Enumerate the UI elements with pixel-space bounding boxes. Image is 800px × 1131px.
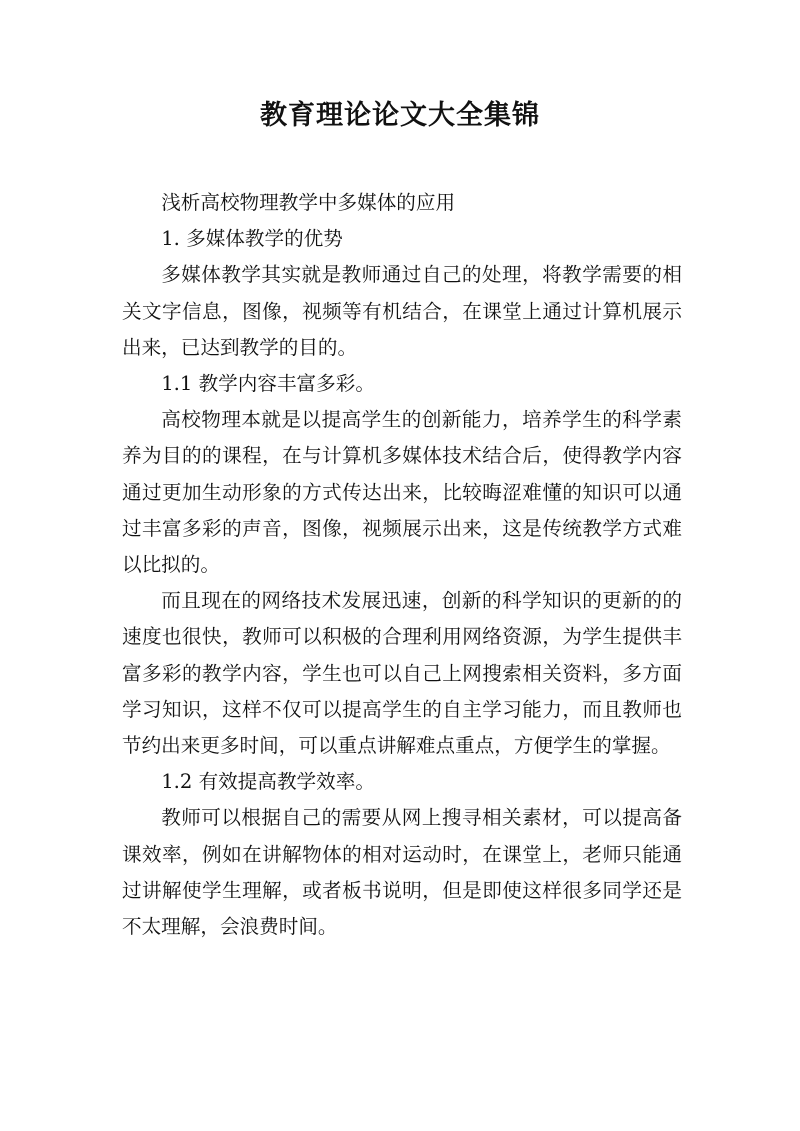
- article-title-paragraph: 浅析高校物理教学中多媒体的应用: [161, 191, 456, 214]
- body-paragraph: 教师可以根据自己的需要从网上搜寻相关素材，可以提高备课效率，例如在讲解物体的相对运动时，在课堂上，老师只能通过讲解使学生理解，或者板书说明，但是即使这样很多同学还是不太理解，会浪费时间。: [122, 806, 682, 939]
- body-paragraph: 多媒体教学其实就是教师通过自己的处理，将教学需要的相关文字信息，图像，视频等有机结合，在课堂上通过计算机展示出来，已达到教学的目的。: [122, 263, 682, 359]
- document-title: 教育理论论文大全集锦: [260, 100, 540, 131]
- body-paragraph: 而且现在的网络技术发展迅速，创新的科学知识的更新的的速度也很快，教师可以积极的合理利用网络资源，为学生提供丰富多彩的教学内容，学生也可以自己上网搜索相关资料，多方面学习知识，这样不仅可以提高学生的自主学习能力，而且教师也节约出来更多时间，可以重点讲解难点重点，方便学生的掌握。: [122, 589, 682, 758]
- body-paragraph: 高校物理本就是以提高学生的创新能力，培养学生的科学素养为目的的课程，在与计算机多媒体技术结合后，使得教学内容通过更加生动形象的方式传达出来，比较晦涩难懂的知识可以通过丰富多彩的声音，图像，视频展示出来，这是传统教学方式难以比拟的。: [122, 408, 682, 577]
- section-heading-1: 1. 多媒体教学的优势: [161, 227, 343, 251]
- section-heading-1-1: 1.1 教学内容丰富多彩。: [161, 372, 375, 396]
- section-heading-1-2: 1.2 有效提高教学效率。: [161, 770, 375, 794]
- document-body: [122, 185, 682, 945]
